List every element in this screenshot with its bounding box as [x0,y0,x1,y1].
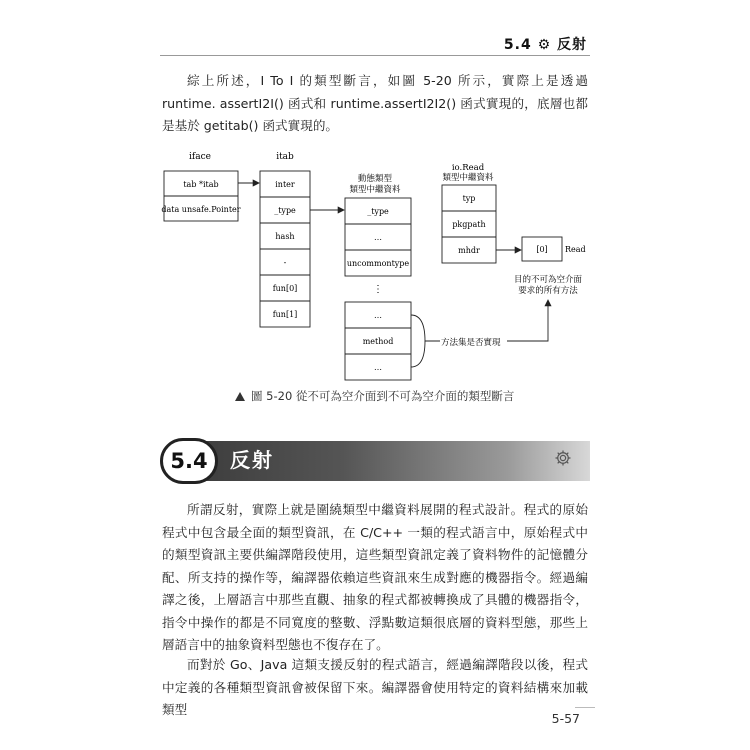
running-header: 5.4 ⚙ 反射 [503,37,587,53]
dyn-title-line1: 動態類型 [357,174,393,184]
paragraph-summary: 綜上所述，I To I 的類型斷言，如圖 5-20 所示，實際上是透過 runtime. assertI2I() 函式和 runtime.assertI2I2() 函式實現的，底層也都是基於 getitab() 函式實現的。 [162,73,588,133]
note-target-line1: 目的不可為空介面 [513,275,583,285]
note-target-line2: 要求的所有方法 [518,286,578,296]
ioread-cell-typ: typ [462,194,476,203]
itab-cell-inter: inter [275,180,295,189]
note-implemented: 方法集是否實現 [441,338,501,348]
section-title: 反射 [230,448,274,472]
iface-cell-tab: tab *itab [183,180,219,189]
ioread-cell-mhdr: mhdr [458,246,480,255]
dyn-cell-ellipsis: … [374,233,382,242]
section-banner [160,438,590,486]
dyn-type-struct [345,198,411,276]
gear-icon [554,449,572,471]
section-number-badge: 5.4 [160,438,218,484]
iface-cell-data: data unsafe.Pointer [161,205,241,214]
methods-struct [345,302,411,380]
read-label: Read [565,245,586,254]
page-number: 5-57 [551,711,580,726]
paragraph-reflection-go-java: 而對於 Go、Java 這類支援反射的程式語言，經過編譯階段以後，程式中定義的各種類型資訊會被保留下來。編譯器會使用特定的資料結構來加載類型 [162,657,588,717]
iface-title: iface [189,152,211,162]
itab-cell-type: _type [274,206,296,215]
paragraph-reflection-intro: 所謂反射，實際上就是圍繞類型中繼資料展開的程式設計。程式的原始程式中包含最全面的類型資訊，在 C/C++ 一類的程式語言中，原始程式中的類型資訊主要供編譯階段使用，這些類型資訊定義了資料物件的記憶體分配、所支持的操作等，編譯器依賴這些資訊來生成對應的機器指令。經過編譯之後，上層語言中那些直觀、抽象的程式都被轉換成了具體的機器指令，指令中操作的都是不同寬度的整數、浮點數這類很底層的資料型態，那些上層語言中的抽象資料型態也不復存在了。 [162,502,588,652]
ioread-title-line1: io.Read [451,163,485,173]
itab-cell-fun1: fun[1] [272,310,298,319]
methods-cell-method: method [362,337,394,346]
dyn-cell-uncommon: uncommontype [346,259,410,268]
itab-cell-fun0: fun[0] [272,284,298,293]
methods-cell-bottom: … [374,363,382,372]
header-rule [160,55,590,56]
itab-struct [260,171,310,327]
figure-5-20-diagram [160,148,600,388]
triangle-icon [235,392,245,401]
ioread-title-line2: 類型中繼資料 [442,173,494,183]
ioread-struct [442,185,496,263]
dyn-vertical-ellipsis: ⋮ [373,284,383,295]
itab-cell-hash: hash [275,232,295,241]
footer-rule [575,707,595,708]
itab-title: itab [276,152,294,162]
read-cell: [0] [536,245,548,254]
dyn-cell-type: _type [367,207,389,216]
dyn-title-line2: 類型中繼資料 [349,185,401,195]
iface-struct [161,171,240,221]
methods-cell-top: … [374,311,382,320]
figure-caption: 圖 5-20 從不可為空介面到不可為空介面的類型斷言 [235,388,514,404]
ioread-cell-pkgpath: pkgpath [452,220,486,229]
itab-cell-dash: - [283,258,287,267]
